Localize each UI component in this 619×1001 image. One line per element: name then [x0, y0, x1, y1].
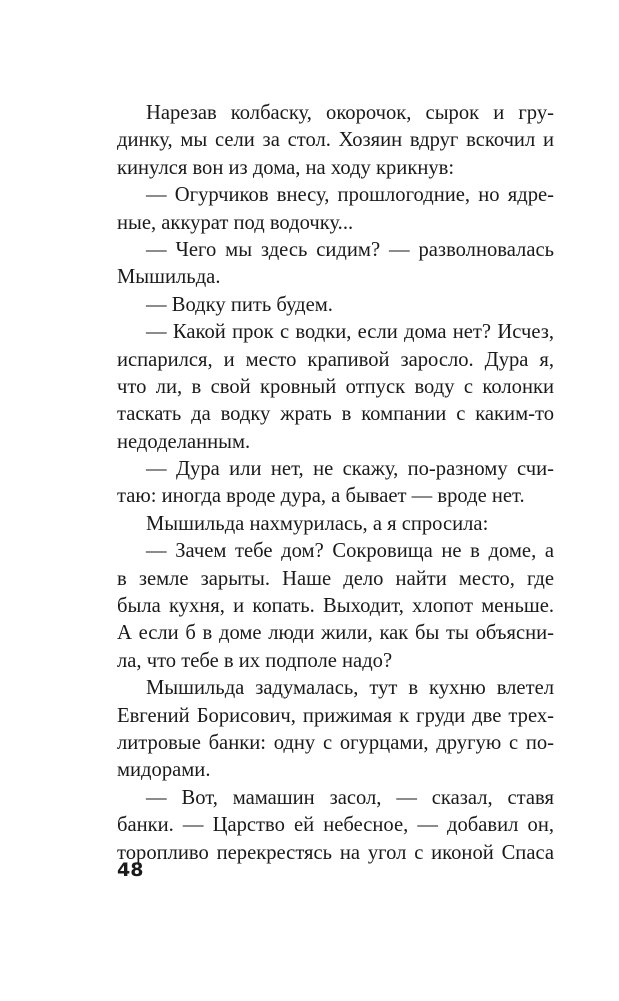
- text-line: Евгений Борисович, прижимая к груди две трех-: [117, 704, 554, 727]
- text-line: в земле зарыты. Наше дело найти место, где: [117, 567, 554, 590]
- text-line: испарился, и место крапивой заросло. Дура я,: [117, 348, 554, 371]
- page-number: 48: [117, 859, 144, 881]
- text-line: кинулся вон из дома, на ходу крикнув:: [117, 156, 455, 179]
- text-line: — Чего мы здесь сидим? — разволновалась: [146, 238, 554, 261]
- text-line: динку, мы сели за стол. Хозяин вдруг вскочил и: [117, 129, 554, 152]
- text-line: — Дура или нет, не скажу, по-разному счи-: [146, 458, 554, 481]
- text-line: мидорами.: [117, 759, 211, 782]
- text-line: торопливо перекрестясь на угол с иконой Спаса: [117, 841, 554, 864]
- text-line: — Огурчиков внесу, прошлогодние, но ядре-: [146, 184, 554, 207]
- text-line: — Вот, мамашин засол, — сказал, ставя: [146, 786, 554, 809]
- text-line: ные, аккурат под водочку...: [117, 211, 354, 234]
- text-line: А если б в доме люди жили, как бы ты объясни-: [117, 622, 554, 645]
- text-line: — Водку пить будем.: [146, 293, 333, 316]
- text-line: таскать да водку жрать в компании с каким-то: [117, 403, 554, 426]
- text-line: литровые банки: одну с огурцами, другую с по-: [117, 731, 554, 754]
- text-line: банки. — Царство ей небесное, — добавил он,: [117, 814, 554, 837]
- text-line: — Какой прок с водки, если дома нет? Исчез,: [146, 321, 554, 344]
- text-line: Мышильда.: [117, 266, 221, 289]
- body-text: [117, 100, 554, 867]
- text-line: Мышильда задумалась, тут в кухню влетел: [146, 677, 554, 700]
- text-line: была кухня, и копать. Выходит, хлопот меньше.: [117, 595, 554, 618]
- text-line: Мышильда нахмурилась, а я спросила:: [146, 512, 489, 535]
- text-line: — Зачем тебе дом? Сокровища не в доме, а: [146, 540, 554, 563]
- text-line: что ли, в свой кровный отпуск воду с колонки: [117, 375, 554, 398]
- text-line: Нарезав колбаску, окорочок, сырок и гру-: [146, 102, 554, 124]
- text-line: недоделанным.: [117, 430, 251, 453]
- text-line: ла, что тебе в их подполе надо?: [117, 649, 393, 672]
- text-line: таю: иногда вроде дура, а бывает — вроде нет.: [117, 485, 525, 508]
